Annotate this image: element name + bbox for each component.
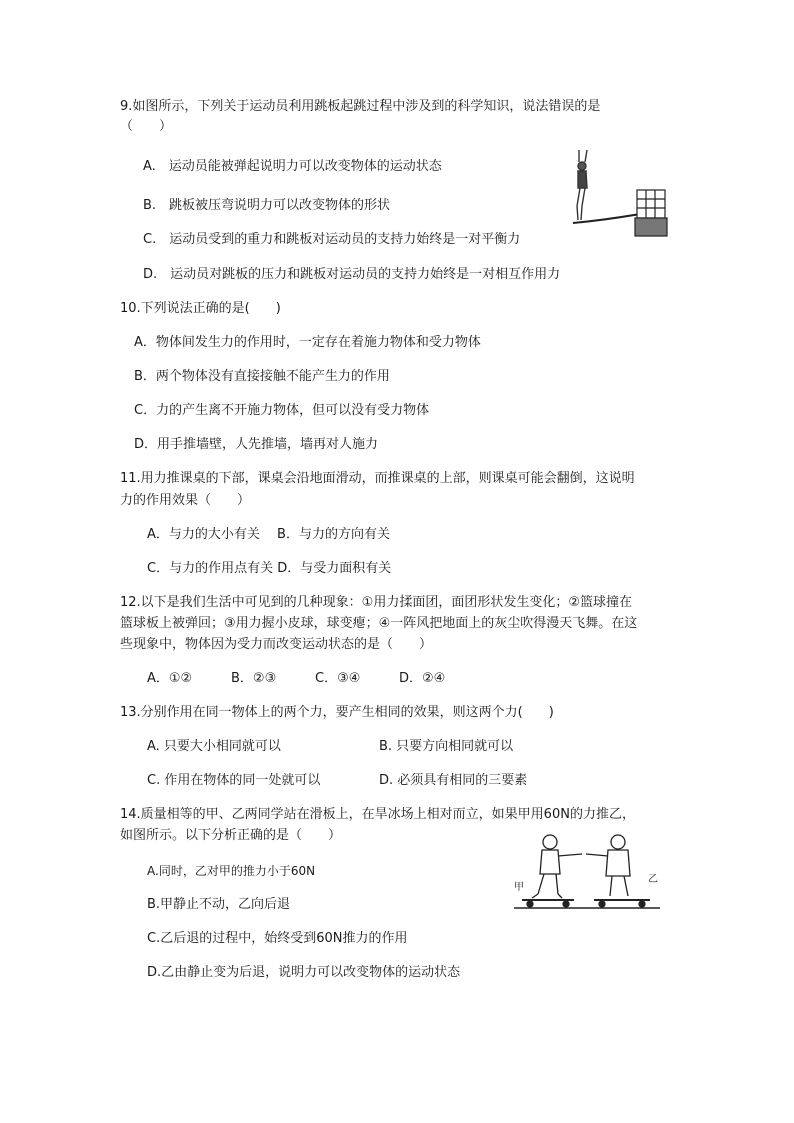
q9-option-d: D. 运动员对跳板的压力和跳板对运动员的支持力始终是一对相互作用力 bbox=[143, 267, 561, 282]
q14-option-b: B.甲静止不动，乙向后退 bbox=[147, 897, 291, 912]
q12-option-c: C．③④ bbox=[315, 671, 361, 686]
q11-options-row1: A．与力的大小有关 B．与力的方向有关 bbox=[147, 527, 390, 542]
board-stand bbox=[635, 190, 667, 236]
skaters-figure bbox=[512, 830, 662, 912]
q13-option-d: D. 必须具有相同的三要素 bbox=[379, 773, 528, 788]
q9-option-c: C. 运动员受到的重力和跳板对运动员的支持力始终是一对平衡力 bbox=[143, 232, 521, 247]
q10-option-c: C．力的产生离不开施力物体，但可以没有受力物体 bbox=[134, 403, 430, 418]
q12-stem-line1: 12.以下是我们生活中可见到的几种现象：①用力揉面团，面团形状发生变化；②篮球撞在 bbox=[120, 595, 632, 610]
q13-stem: 13.分别作用在同一物体上的两个力，要产生相同的效果，则这两个力( ) bbox=[120, 705, 554, 720]
q12-option-d: D．②④ bbox=[399, 671, 446, 686]
q11-stem-line2: 力的作用效果（ ） bbox=[120, 493, 251, 508]
q11-options-row2: C．与力的作用点有关 D．与受力面积有关 bbox=[147, 561, 392, 576]
label-yi: 乙 bbox=[648, 874, 658, 885]
q10-option-a: A．物体间发生力的作用时，一定存在着施力物体和受力物体 bbox=[134, 335, 481, 350]
q14-option-a: A.同时，乙对甲的推力小于60N bbox=[147, 864, 316, 878]
q12-option-a: A．①② bbox=[147, 671, 193, 686]
person-yi-illustration bbox=[586, 835, 630, 896]
q14-stem-line2: 如图所示。以下分析正确的是（ ） bbox=[120, 828, 342, 843]
q13-option-c: C. 作用在物体的同一处就可以 bbox=[147, 773, 321, 788]
q12-stem-line3: 些现象中，物体因为受力而改变运动状态的是（ ） bbox=[120, 637, 433, 652]
q12-stem-line2: 篮球板上被弹回；③用力握小皮球，球变瘪；④一阵风把地面上的灰尘吹得漫天飞舞。在这 bbox=[120, 616, 638, 631]
label-jia: 甲 bbox=[514, 882, 524, 893]
q9-stem-line2: （ ） bbox=[120, 119, 173, 134]
springboard bbox=[573, 214, 640, 223]
q14-stem-line1: 14.质量相等的甲、乙两同学站在滑板上，在旱冰场上相对而立，如果甲用60N的力推乙， bbox=[120, 807, 635, 822]
q13-option-b: B. 只要方向相同就可以 bbox=[379, 739, 514, 754]
q14-option-c: C.乙后退的过程中，始终受到60N推力的作用 bbox=[147, 931, 408, 946]
diving-board-figure bbox=[565, 148, 670, 240]
q13-option-a: A. 只要大小相同就可以 bbox=[147, 739, 281, 754]
q9-option-a: A. 运动员能被弹起说明力可以改变物体的运动状态 bbox=[143, 159, 442, 174]
q14-option-d: D.乙由静止变为后退，说明力可以改变物体的运动状态 bbox=[147, 965, 461, 980]
q10-stem: 10.下列说法正确的是( ) bbox=[120, 301, 281, 316]
q10-option-b: B．两个物体没有直接接触不能产生力的作用 bbox=[134, 369, 390, 384]
q12-option-b: B．②③ bbox=[231, 671, 277, 686]
diver-illustration bbox=[577, 150, 587, 220]
person-jia-illustration bbox=[532, 835, 582, 898]
q9-stem-line1: 9.如图所示，下列关于运动员利用跳板起跳过程中涉及到的科学知识，说法错误的是 bbox=[120, 99, 601, 114]
q9-option-b: B. 跳板被压弯说明力可以改变物体的形状 bbox=[143, 198, 391, 213]
q10-option-d: D．用手推墙壁，人先推墙，墙再对人施力 bbox=[134, 437, 379, 452]
q11-stem-line1: 11.用力推课桌的下部，课桌会沿地面滑动，而推课桌的上部，则课桌可能会翻倒，这说明 bbox=[120, 471, 635, 486]
